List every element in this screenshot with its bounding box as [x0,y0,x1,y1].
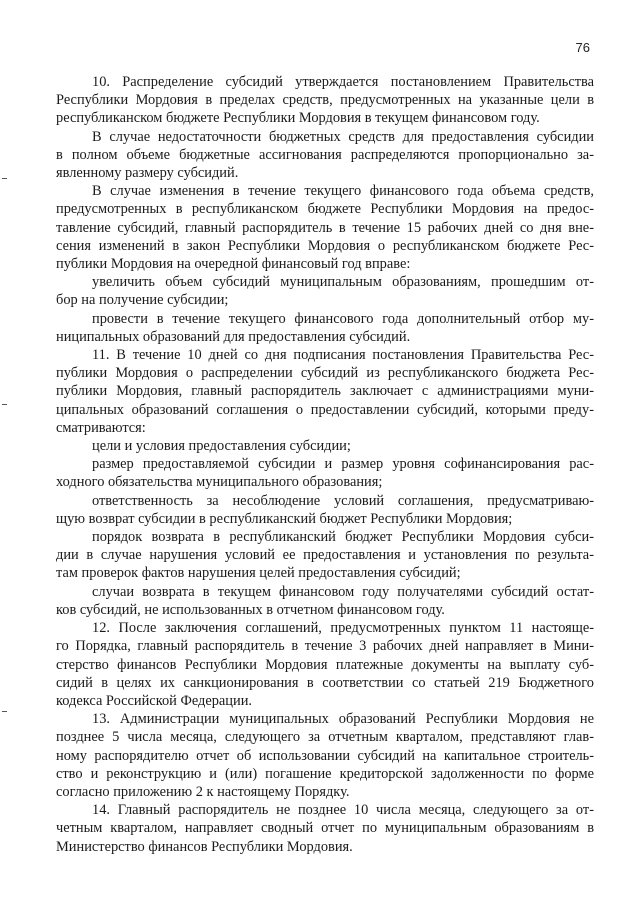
text-line: ство и реконструкцию и (или) погашение кредиторской задолженности по форме [56,765,594,782]
text-line: публики Мордовия, главный распорядитель заключает с администрациями муни- [56,383,594,400]
text-line: бор на получение субсидии; [56,292,229,309]
text-line: провести в течение текущего финансового года дополнительный отбор му- [92,310,594,327]
text-line: ному распорядителю отчет об использовании субсидий на капитальное строитель- [56,747,594,764]
text-line: в полном объеме бюджетные ассигнования распределяются пропорционально за- [56,146,594,163]
text-line: публики Мордовия на очередной финансовый год вправе: [56,256,411,273]
text-line: там проверок фактов нарушения целей предоставления субсидий; [56,565,461,582]
text-line: стерство финансов Республики Мордовия платежные документы на выплату суб- [56,656,594,673]
text-line: дии в случае нарушения условий ее предоставления и установления по результа- [56,547,594,564]
text-line: ков субсидий, не использованных в отчетном финансовом году. [56,601,445,618]
text-line: щую возврат субсидии в республиканский бюджет Республики Мордовия; [56,510,513,527]
text-line: согласно приложению 2 к настоящему Порядку. [56,783,350,800]
text-line: сидий в целях их санкционирования в соответствии со статьей 219 Бюджетного [56,674,594,691]
text-line: сматриваются: [56,419,146,436]
text-line: четным кварталом, направляет сводный отчет по муниципальным образованиям в [56,820,594,837]
text-line: Министерство финансов Республики Мордовия. [56,838,353,855]
text-line: ниципальных образований для предоставления субсидий. [56,328,411,345]
text-line: республиканском бюджете Республики Мордовия в текущем финансовом году. [56,110,540,127]
text-line: порядок возврата в республиканский бюджет Республики Мордовия субси- [92,529,594,546]
text-line: 11. В течение 10 дней со дня подписания постановления Правительства Рес- [92,347,594,364]
text-line: размер предоставляемой субсидии и размер уровня софинансирования рас- [92,456,594,473]
text-line: публики Мордовия о распределении субсидий из республиканского бюджета Рес- [56,365,594,382]
text-line: случаи возврата в текущем финансовом году получателями субсидий остат- [92,583,594,600]
margin-tick-mark [2,404,7,405]
text-line: 13. Администрации муниципальных образований Республики Мордовия не [92,711,594,728]
page-number: 76 [575,40,590,55]
margin-tick-mark [2,178,7,179]
text-line: 10. Распределение субсидий утверждается постановлением Правительства [92,74,594,90]
text-line: предусмотренных в республиканском бюджете Республики Мордовия на предос- [56,201,594,218]
margin-tick-mark [2,711,7,712]
text-line: ципальных образований соглашения о предоставлении субсидий, которыми преду- [56,401,594,418]
text-line: позднее 5 числа месяца, следующего за отчетным кварталом, представляют глав- [56,729,594,746]
text-line: тавление субсидий, главный распорядитель в течение 15 рабочих дней со дня вне- [56,219,594,236]
text-line: В случае изменения в течение текущего финансового года объема средств, [92,183,594,200]
text-line: го Порядка, главный распорядитель в течение 3 рабочих дней направляет в Мини- [56,638,594,655]
text-line: кодекса Российской Федерации. [56,692,253,709]
text-line: 12. После заключения соглашений, предусмотренных пунктом 11 настояще- [92,620,594,637]
text-line: В случае недостаточности бюджетных средств для предоставления субсидии [92,128,594,145]
text-line: увеличить объем субсидий муниципальным образованиям, прошедшим от- [92,274,594,291]
text-line: явленному размеру субсидий. [56,165,239,182]
document-body [56,73,594,856]
text-line: ходного обязательства муниципального образования; [56,474,383,491]
text-line: 14. Главный распорядитель не позднее 10 числа месяца, следующего за от- [92,802,594,819]
text-line: цели и условия предоставления субсидии; [92,438,351,455]
text-line: ответственность за несоблюдение условий соглашения, предусматриваю- [92,492,594,509]
text-line: Республики Мордовия в пределах средств, предусмотренных на указанные цели в [56,92,594,109]
text-line: сения изменений в закон Республики Мордовия о республиканском бюджете Рес- [56,237,594,254]
